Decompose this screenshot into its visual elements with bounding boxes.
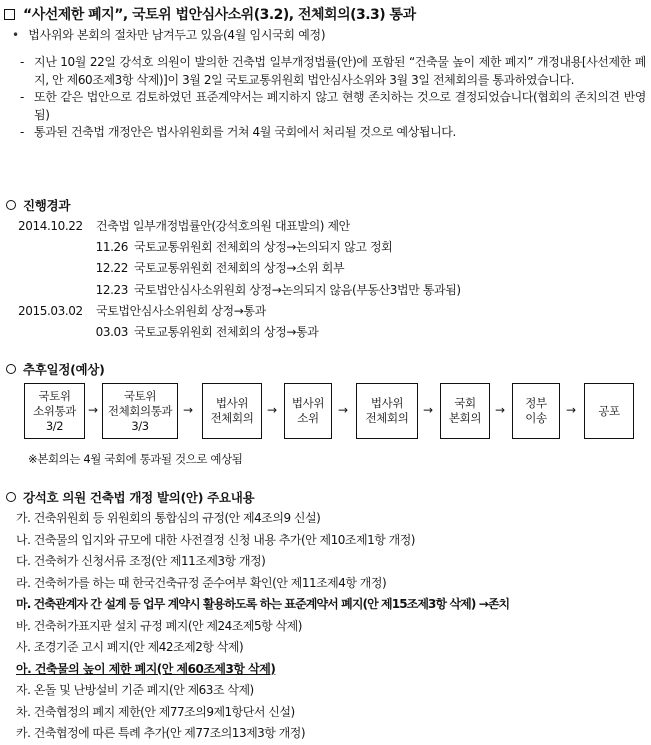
summary-list	[20, 54, 646, 142]
list-item: 아. 건축물의 높이 제한 폐지(안 제60조제3항 삭제)	[16, 661, 276, 676]
list-item	[20, 89, 646, 124]
history-date: 12.23	[95, 282, 128, 297]
schedule-heading	[6, 360, 104, 378]
list-item: 차. 건축협정의 폐지 제한(안 제77조의9제1항단서 신설)	[16, 704, 295, 719]
provisions-heading-text: 강석호 의원 건축법 개정 발의(안) 주요내용	[23, 490, 255, 505]
history-heading-text: 진행경과	[23, 198, 71, 213]
bullet-dot-icon: •	[12, 28, 19, 42]
list-item-text: 또한 같은 법안으로 검토하였던 표준계약서는 폐지하지 않고 현행 존치하는 것으로 결정되었습니다(협회의 존치의견 반영됨)	[34, 90, 646, 122]
flow-arrow-icon: →	[565, 403, 577, 417]
list-item: 바. 건축허가표지판 설치 규정 폐지(안 제24조제5항 삭제)	[16, 618, 302, 633]
history-heading	[6, 196, 70, 214]
list-item: 마. 건축관계자 간 설계 등 업무 계약시 활용하도록 하는 표준계약서 폐지(안 제15조제3항 삭제) →존치	[16, 597, 510, 611]
flow-arrow-icon: →	[266, 403, 278, 417]
subtitle-text: 법사위와 본회의 절차만 남겨두고 있음(4월 임시국회 예정)	[28, 28, 326, 42]
flow-arrow-icon: →	[87, 403, 99, 417]
list-item: 나. 건축물의 입지와 규모에 대한 사전결정 신청 내용 추가(안 제10조제1항 개정)	[16, 532, 415, 547]
history-date: 12.22	[95, 261, 128, 276]
dash-marker: -	[20, 55, 24, 69]
subtitle	[12, 26, 325, 43]
circle-bullet-icon	[6, 492, 16, 502]
history-text: 국토법안심사소위원회 상정→논의되지 않음(부동산3법만 통과됨)	[134, 282, 461, 297]
document-title	[4, 4, 416, 24]
flow-step: 정부 이송	[512, 383, 560, 439]
list-item: 사. 조경기준 고시 폐지(안 제42조제2항 삭제)	[16, 640, 244, 654]
list-item: 라. 건축허가를 하는 때 한국건축규정 준수여부 확인(안 제11조제4항 개정)	[16, 575, 387, 590]
history-date: 2015.03.02	[18, 303, 83, 318]
history-row	[18, 280, 461, 301]
flow-step: 국토위 소위통과 3/2	[24, 383, 85, 439]
flow-step: 법사위 전체회의	[356, 383, 418, 439]
history-date: 03.03	[95, 325, 128, 340]
dash-marker: -	[20, 90, 24, 104]
flow-arrow-icon: →	[422, 403, 434, 417]
circle-bullet-icon	[6, 364, 16, 374]
provisions-heading	[6, 488, 254, 506]
flow-step: 국토위 전체회의통과 3/3	[102, 383, 178, 439]
title-text: “사선제한 폐지”, 국토위 법안심사소위(3.2), 전체회의(3.3) 통과	[23, 7, 416, 23]
circle-bullet-icon	[6, 200, 16, 210]
flow-step: 법사위 전체회의	[202, 383, 262, 439]
flow-arrow-icon: →	[182, 403, 194, 417]
history-row	[18, 237, 461, 258]
list-item-text: 통과된 건축법 개정안은 법사위원회를 거쳐 4월 국회에서 처리될 것으로 예상됩니다.	[34, 125, 456, 139]
history-text: 국토교통위원회 전체회의 상정→소위 회부	[134, 261, 345, 276]
history-row	[18, 216, 461, 237]
history-row	[18, 301, 461, 322]
list-item: 가. 건축위원회 등 위원회의 통합심의 규정(안 제4조의9 신설)	[16, 511, 321, 525]
history-text: 건축법 일부개정법률안(강석호의원 대표발의) 제안	[96, 219, 350, 233]
history-list	[18, 216, 461, 343]
history-text: 국토교통위원회 전체회의 상정→통과	[134, 325, 319, 340]
flow-arrow-icon: →	[337, 403, 349, 417]
flow-step: 국회 본회의	[440, 383, 490, 439]
dash-marker: -	[20, 125, 24, 139]
history-text: 국토법안심사소위원회 상정→통과	[96, 303, 266, 318]
provisions-list	[16, 508, 648, 745]
schedule-note: ※본회의는 4월 국회에 통과될 것으로 예상됨	[28, 452, 243, 466]
history-row	[18, 258, 461, 279]
history-date: 2014.10.22	[18, 219, 83, 233]
history-text: 국토교통위원회 전체회의 상정→논의되지 않고 정회	[134, 240, 393, 255]
list-item	[20, 124, 646, 142]
flow-step: 법사위 소위	[284, 383, 332, 439]
list-item: 자. 온돌 및 난방설비 기준 폐지(안 제63조 삭제)	[16, 683, 254, 697]
list-item: 카. 건축협정에 따른 특례 추가(안 제77조의13제3항 개정)	[16, 726, 306, 740]
history-row	[18, 322, 461, 343]
list-item-text: 지난 10월 22일 강석호 의원이 발의한 건축법 일부개정법률(안)에 포함된 “건축물 높이 제한 폐지” 개정내용[사선제한 폐지, 안 제60조제3항 삭제)]이 3월 2일 국토교통위원회 법안심사소위와 3월 3일 전체회의를 통과하였습니다.	[34, 55, 646, 87]
flow-step: 공포	[584, 383, 634, 439]
schedule-heading-text: 추후일정(예상)	[23, 362, 105, 377]
history-date: 11.26	[95, 240, 128, 255]
list-item: 다. 건축허가 신청서류 조정(안 제11조제3항 개정)	[16, 554, 266, 568]
flow-arrow-icon: →	[494, 403, 506, 417]
list-item	[20, 54, 646, 89]
checkbox-square-icon	[4, 9, 15, 20]
schedule-flowchart	[24, 383, 646, 441]
